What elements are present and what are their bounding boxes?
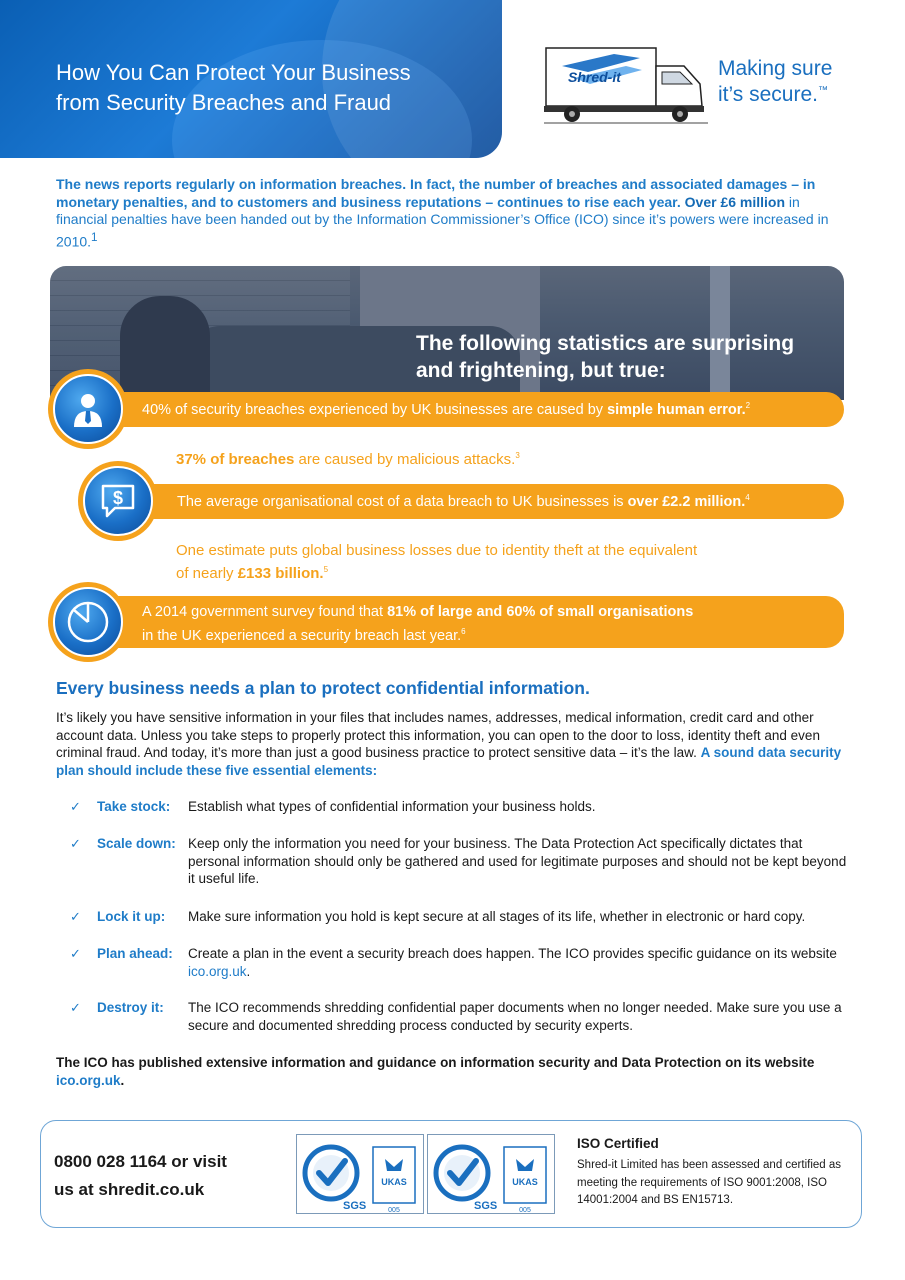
stat-bar-text: 40% of security breaches experienced by UK businesses are caused by bbox=[142, 401, 608, 418]
photo-figure bbox=[120, 296, 210, 400]
checklist-desc-text: Create a plan in the event a security breach does happen. The ICO provides specific guidance on its website bbox=[188, 946, 837, 961]
punctuation: . bbox=[120, 1073, 125, 1088]
truck-icon bbox=[544, 44, 708, 124]
contact-line1: 0800 028 1164 or visit bbox=[54, 1152, 227, 1171]
stat-bar-breach-cost bbox=[145, 484, 844, 519]
intro-paragraph bbox=[56, 176, 846, 251]
checklist-term: Take stock: bbox=[97, 799, 171, 814]
certification-logos-2 bbox=[427, 1134, 555, 1214]
tagline bbox=[718, 58, 832, 106]
page-title bbox=[56, 58, 486, 118]
tagline-line1: Making sure bbox=[718, 57, 833, 80]
footnote-ref: 6 bbox=[461, 627, 466, 636]
intro-rest: in financial penalties have been handed out by the Information Commissioner’s Office (ICO) since it’s powers were increased in 2010. bbox=[56, 193, 829, 250]
pie-chart-icon bbox=[65, 599, 111, 645]
stat-text: are caused by malicious attacks. bbox=[294, 451, 516, 468]
stats-heading bbox=[416, 330, 836, 384]
check-icon: ✓ bbox=[70, 1000, 81, 1015]
closing-text: The ICO has published extensive information and guidance on information security and Data Protection on its website bbox=[56, 1055, 815, 1070]
businessman-icon bbox=[68, 389, 108, 429]
page-title-line1: How You Can Protect Your Business bbox=[56, 60, 411, 85]
ukas-label: UKAS bbox=[381, 1177, 407, 1187]
pie-chart-badge bbox=[48, 582, 128, 662]
stat-bar-bold: over £2.2 million. bbox=[627, 493, 746, 510]
footnote-ref: 4 bbox=[745, 493, 750, 502]
page-title-line2: from Security Breaches and Fraud bbox=[56, 90, 392, 115]
stat-malicious-attacks bbox=[176, 446, 520, 469]
footnote-ref: 2 bbox=[745, 401, 751, 410]
ukas-number: 005 bbox=[388, 1207, 400, 1214]
checklist-term: Scale down: bbox=[97, 836, 176, 851]
contact-info bbox=[54, 1148, 284, 1204]
stat-bar-text: A 2014 government survey found that bbox=[142, 604, 388, 620]
ukas-label: UKAS bbox=[512, 1177, 538, 1187]
stat-bar-text: The average organisational cost of a data breach to UK businesses is bbox=[177, 493, 628, 510]
stats-heading-line1: The following statistics are surprising bbox=[416, 332, 795, 355]
sgs-label: SGS bbox=[343, 1200, 367, 1212]
stat-bold: 37% of breaches bbox=[176, 451, 295, 468]
checklist-desc bbox=[188, 945, 848, 980]
stat-identity-theft bbox=[176, 541, 796, 583]
footnote-ref: 5 bbox=[323, 565, 329, 574]
closing-paragraph bbox=[56, 1054, 846, 1090]
sgs-ukas-seal-icon bbox=[428, 1135, 556, 1215]
checklist-desc: The ICO recommends shredding confidential paper documents when no longer needed. Make sure you use a secure and documented shredding process conducted by security experts. bbox=[188, 1000, 842, 1033]
stat-bar-line2: in the UK experienced a security breach last year. bbox=[142, 627, 462, 644]
intro-lead: The news reports regularly on information breaches. In fact, the number of breaches and associated damages – in monetary penalties, and to customers and business reputations – continues to rise each year. bbox=[56, 176, 816, 210]
dollar-speech-icon bbox=[97, 480, 139, 522]
stat-bar-bold: 81% of large and 60% of small organisations bbox=[387, 604, 694, 620]
checklist-desc: Establish what types of confidential information your business holds. bbox=[188, 799, 596, 814]
stat-bold: £133 billion. bbox=[237, 565, 324, 582]
plan-heading: Every business needs a plan to protect confidential information. bbox=[56, 678, 590, 698]
plan-body-highlight: A sound data security plan should include these five essential elements: bbox=[56, 745, 842, 778]
checklist-term: Plan ahead: bbox=[97, 946, 173, 961]
svg-text:$: $ bbox=[112, 488, 124, 508]
stat-text: of nearly bbox=[176, 565, 238, 582]
plan-body-text: It’s likely you have sensitive information in your files that includes names, addresses, medical information, credit card and other account data. Unless you take steps to properly protect this information, you can open to the door to loss, identity theft and even criminal fraud. And today, it’s more than just a good business practice to protect sensitive data – it’s the law. bbox=[56, 710, 820, 760]
check-icon: ✓ bbox=[70, 836, 81, 851]
checklist-term: Destroy it: bbox=[97, 1000, 164, 1015]
checklist-desc: Keep only the information you need for your business. The Data Protection Act specifically dictates that personal information should only be gathered and used for legitimate purposes and should not be kept beyond it useful life. bbox=[188, 836, 847, 886]
checklist-desc: Make sure information you hold is kept secure at all stages of its life, whether in electronic or hard copy. bbox=[188, 909, 806, 924]
checklist-term: Lock it up: bbox=[97, 909, 166, 924]
trademark-mark: ™ bbox=[818, 85, 828, 96]
iso-certified-text: Shred-it Limited has been assessed and certified as meeting the requirements of ISO 9001:2008, ISO 14001:2004 and BS EN15713. bbox=[577, 1159, 842, 1206]
ukas-number: 005 bbox=[519, 1207, 531, 1214]
ico-link[interactable]: ico.org.uk bbox=[188, 963, 247, 979]
check-icon: ✓ bbox=[70, 799, 81, 814]
check-icon: ✓ bbox=[70, 909, 81, 924]
check-icon: ✓ bbox=[70, 946, 81, 961]
footnote-ref: 1 bbox=[91, 230, 98, 244]
shredit-truck-logo bbox=[544, 44, 708, 124]
stat-bar-survey bbox=[110, 596, 844, 648]
stat-bar-human-error bbox=[110, 392, 844, 427]
stat-line1: One estimate puts global business losses due to identity theft at the equivalent bbox=[176, 542, 698, 559]
footnote-ref: 3 bbox=[515, 451, 520, 460]
dollar-badge bbox=[78, 461, 158, 541]
punctuation: . bbox=[246, 963, 251, 979]
sgs-label: SGS bbox=[474, 1200, 498, 1212]
logo-text: Shred-it bbox=[568, 69, 621, 85]
tagline-line2: it’s secure. bbox=[718, 83, 818, 106]
iso-certified-title: ISO Certified bbox=[577, 1136, 659, 1151]
certification-logos-1 bbox=[296, 1134, 424, 1214]
stat-bar-bold: simple human error. bbox=[607, 401, 746, 418]
businessman-badge bbox=[48, 369, 128, 449]
stats-heading-line2: and frightening, but true: bbox=[416, 359, 666, 382]
contact-line2[interactable]: us at shredit.co.uk bbox=[54, 1180, 205, 1199]
intro-highlight: Over £6 million bbox=[684, 193, 786, 210]
sgs-ukas-seal-icon bbox=[297, 1135, 425, 1215]
plan-body bbox=[56, 709, 856, 779]
ico-link[interactable]: ico.org.uk bbox=[56, 1073, 121, 1088]
